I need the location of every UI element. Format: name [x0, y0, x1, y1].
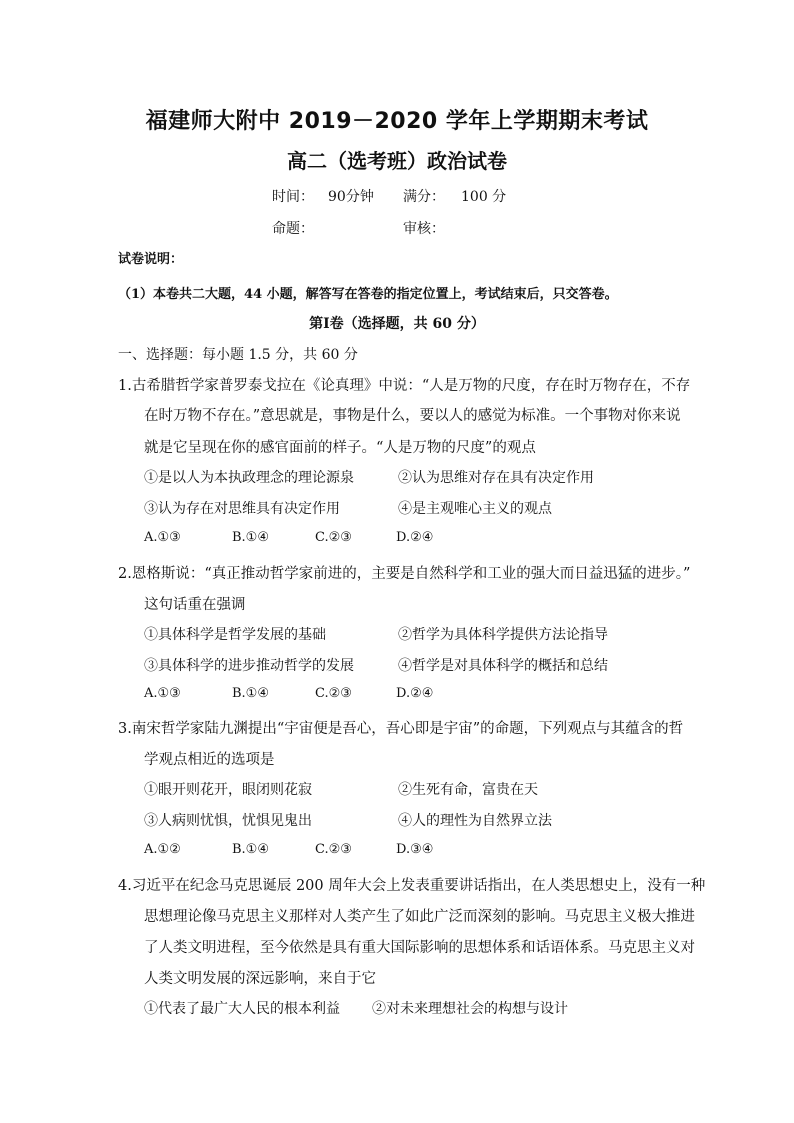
instructions-note: （1）本卷共二大题，44 小题，解答写在答卷的指定位置上，考试结束后，只交答卷。	[118, 287, 618, 302]
question-1-option-4: ④是主观唯心主义的观点	[398, 501, 552, 517]
question-4-line-1: 4.习近平在纪念马克思诞辰 200 周年大会上发表重要讲话指出，在人类思想史上，没有一种	[118, 878, 706, 894]
question-3-answer-b: B.①④	[232, 842, 269, 857]
section-title: 一、选择题：每小题 1.5 分，共 60 分	[118, 347, 358, 363]
question-2-line-2: 这句话重在强调	[144, 597, 246, 613]
question-3-option-1: ①眼开则花开，眼闭则花寂	[144, 782, 312, 798]
question-1-answer-d: D.②④	[396, 530, 434, 545]
exam-subtitle: 高二（选考班）政治试卷	[287, 149, 507, 173]
question-4-option-2: ②对未来理想社会的构想与设计	[372, 1001, 568, 1017]
question-2-line-1: 2.恩格斯说：“真正推动哲学家前进的，主要是自然科学和工业的强大而日益迅猛的进步。”	[118, 566, 691, 582]
question-3-option-4: ④人的理性为自然界立法	[398, 813, 552, 829]
question-4-line-3: 了人类文明进程，至今依然是具有重大国际影响的思想体系和话语体系。马克思主义对	[144, 940, 695, 956]
question-3-line-2: 学观点相近的选项是	[144, 752, 275, 768]
reviewer-label: 审核：	[403, 221, 445, 237]
question-1-option-2: ②认为思维对存在具有决定作用	[398, 470, 594, 486]
question-1-answer-b: B.①④	[232, 530, 269, 545]
question-2-option-2: ②哲学为具体科学提供方法论指导	[398, 627, 608, 643]
time-label: 时间：	[272, 189, 314, 205]
question-1-answer-c: C.②③	[315, 530, 352, 545]
question-2-option-3: ③具体科学的进步推动哲学的发展	[144, 658, 354, 674]
question-4-line-4: 人类文明发展的深远影响，来自于它	[144, 971, 376, 987]
question-3-option-2: ②生死有命，富贵在天	[398, 782, 538, 798]
question-1-line-3: 就是它呈现在你的感官面前的样子。“人是万物的尺度”的观点	[144, 440, 536, 456]
exam-title: 福建师大附中 2019－2020 学年上学期期末考试	[145, 109, 649, 134]
question-3-option-3: ③人病则忧惧，忧惧见鬼出	[144, 813, 312, 829]
question-1-option-1: ①是以人为本执政理念的理论源泉	[144, 470, 354, 486]
time-value: 90分钟	[328, 189, 374, 205]
question-3-answer-c: C.②③	[315, 842, 352, 857]
question-2-answer-c: C.②③	[315, 686, 352, 701]
score-value: 100 分	[461, 189, 507, 205]
question-2-option-1: ①具体科学是哲学发展的基础	[144, 627, 326, 643]
question-2-answer-d: D.②④	[396, 686, 434, 701]
question-1-answer-a: A.①③	[144, 530, 181, 545]
score-label: 满分：	[403, 189, 445, 205]
question-1-line-1: 1.古希腊哲学家普罗泰戈拉在《论真理》中说：“人是万物的尺度，存在时万物存在，不存	[118, 378, 691, 394]
question-2-answer-a: A.①③	[144, 686, 181, 701]
author-label: 命题：	[272, 221, 314, 237]
question-4-option-1: ①代表了最广大人民的根本利益	[144, 1001, 340, 1017]
question-2-option-4: ④哲学是对具体科学的概括和总结	[398, 658, 608, 674]
question-1-line-2: 在时万物不存在。”意思就是，事物是什么，要以人的感觉为标准。一个事物对你来说	[144, 408, 681, 424]
question-4-line-2: 思想理论像马克思主义那样对人类产生了如此广泛而深刻的影响。马克思主义极大推进	[144, 909, 695, 925]
volume-title: 第Ⅰ卷（选择题，共 60 分）	[309, 316, 485, 332]
question-3-answer-a: A.①②	[144, 842, 181, 857]
question-3-answer-d: D.③④	[396, 842, 434, 857]
question-3-line-1: 3.南宋哲学家陆九渊提出“宇宙便是吾心，吾心即是宇宙”的命题，下列观点与其蕴含的哲	[118, 721, 684, 737]
instructions-heading: 试卷说明：	[118, 252, 184, 267]
question-2-answer-b: B.①④	[232, 686, 269, 701]
question-1-option-3: ③认为存在对思维具有决定作用	[144, 501, 340, 517]
